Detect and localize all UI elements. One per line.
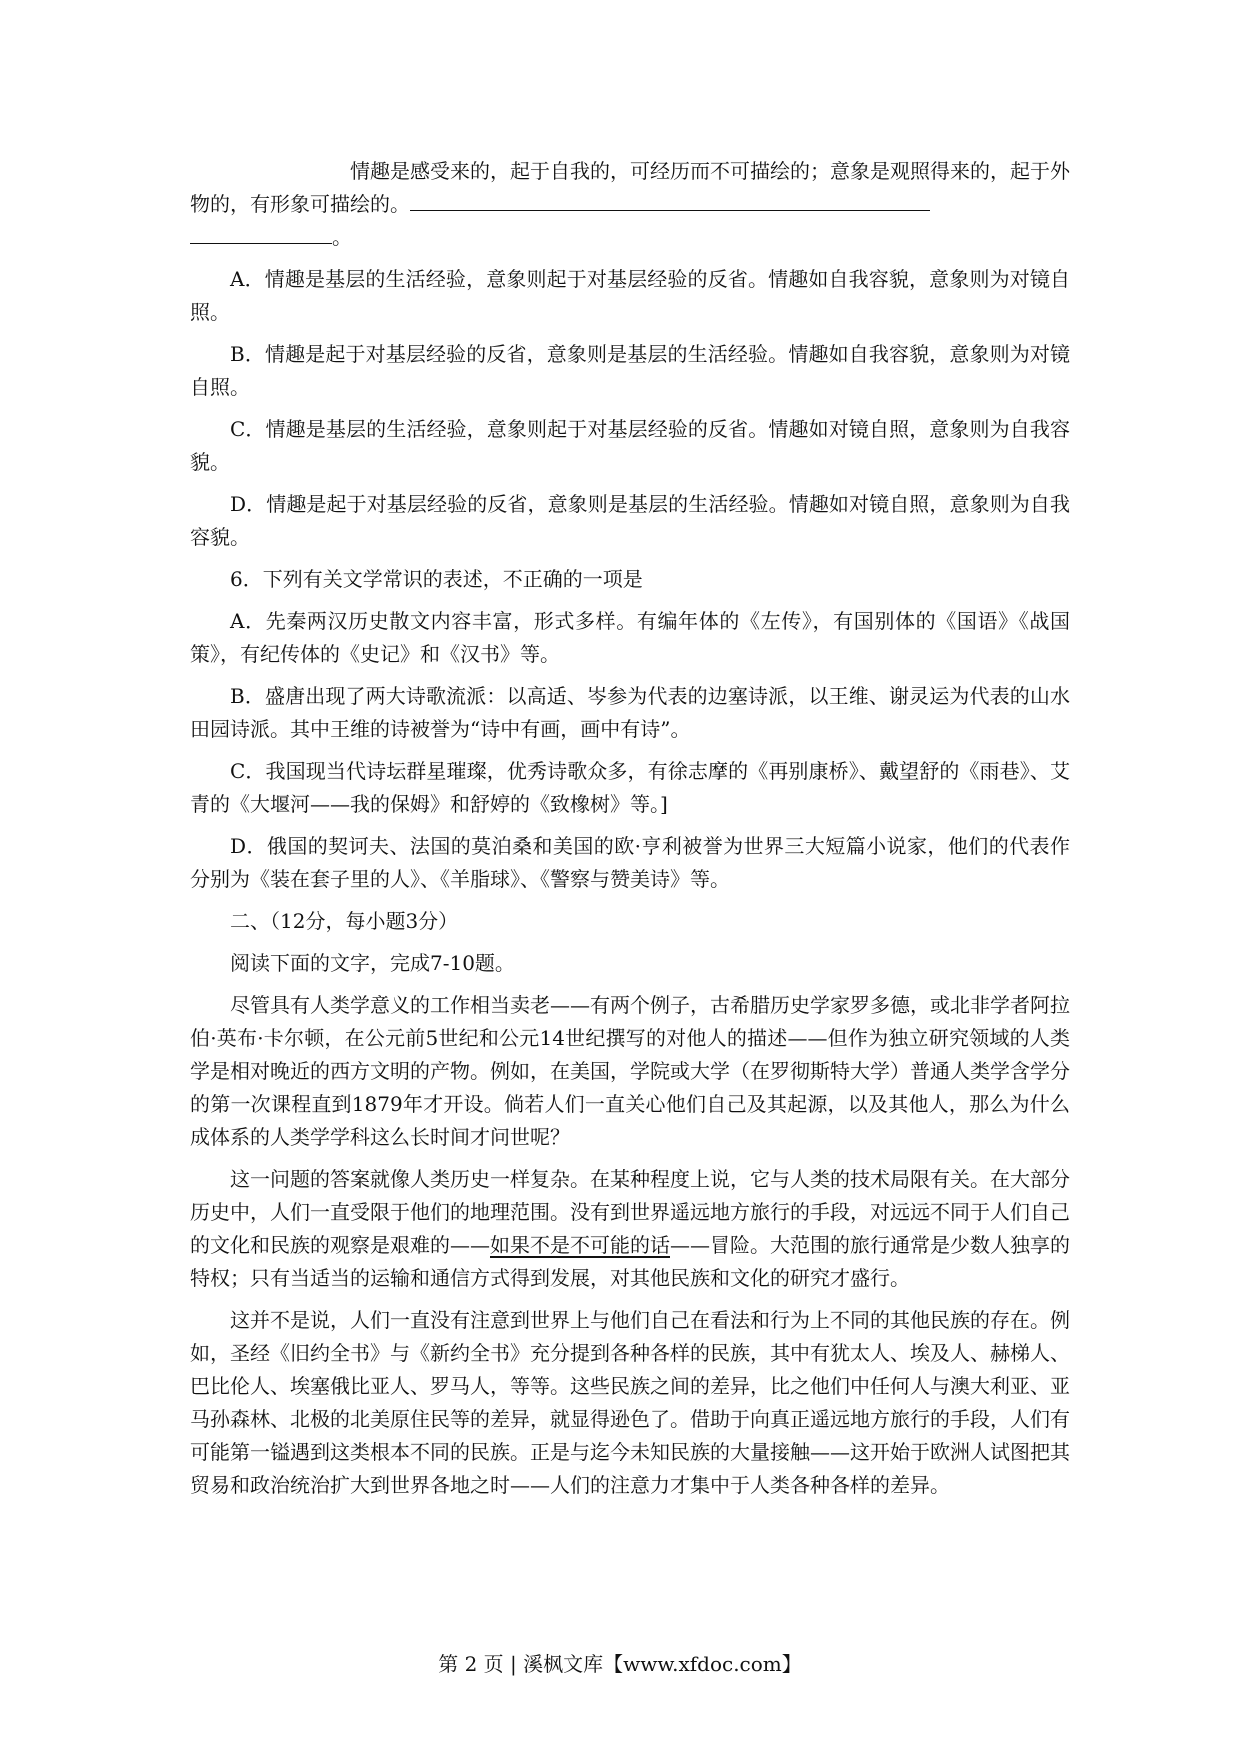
question-5-option-b: B．情趣是起于对基层经验的反省，意象则是基层的生活经验。情趣如自我容貌，意象则为对镜自照。 bbox=[190, 342, 1070, 399]
answer-blank-line bbox=[410, 188, 930, 211]
underlined-phrase: 如果不是不可能的话 bbox=[490, 1233, 670, 1257]
question-6-option-d: D．俄国的契诃夫、法国的莫泊桑和美国的欧·亨利被誉为世界三大短篇小说家，他们的代表作分别为《装在套子里的人》、《羊脂球》、《警察与赞美诗》等。 bbox=[190, 834, 1070, 891]
question-6-option-b: B．盛唐出现了两大诗歌流派：以高适、岑参为代表的边塞诗派，以王维、谢灵运为代表的山水田园诗派。其中王维的诗被誉为“诗中有画，画中有诗”。 bbox=[190, 684, 1070, 741]
document-page bbox=[190, 155, 1070, 1511]
question-5-stem-end: 。 bbox=[332, 225, 352, 249]
question-5-option-c: C．情趣是基层的生活经验，意象则起于对基层经验的反省。情趣如对镜自照，意象则为自我容貌。 bbox=[190, 417, 1070, 474]
reading-paragraph-2 bbox=[190, 1163, 1070, 1295]
question-5-stem-text: 情趣是感受来的，起于自我的，可经历而不可描绘的；意象是观照得来的，起于外物的，有形象可描绘的。 bbox=[190, 159, 1070, 216]
reading-paragraph-3: 这并不是说，人们一直没有注意到世界上与他们自己在看法和行为上不同的其他民族的存在。例如，圣经《旧约全书》与《新约全书》充分提到各种各样的民族，其中有犹太人、埃及人、赫梯人、巴比伦人、埃塞俄比亚人、罗马人，等等。这些民族之间的差异，比之他们中任何人与澳大利亚、亚马孙森林、北极的北美原住民等的差异，就显得逊色了。借助于向真正遥远地方旅行的手段，人们有可能第一镒遇到这类根本不同的民族。正是与迄今未知民族的大量接触——这开始于欧洲人试图把其贸易和政治统治扩大到世界各地之时——人们的注意力才集中于人类各种各样的差异。 bbox=[190, 1308, 1070, 1497]
question-5-option-a: A．情趣是基层的生活经验，意象则起于对基层经验的反省。情趣如自我容貌，意象则为对镜自照。 bbox=[190, 267, 1070, 324]
page-footer: 第 2 页 | 溪枫文库【www.xfdoc.com】 bbox=[438, 1652, 802, 1676]
question-6-option-c: C．我国现当代诗坛群星璀璨，优秀诗歌众多，有徐志摩的《再别康桥》、戴望舒的《雨巷》、艾青的《大堰河——我的保姆》和舒婷的《致橡树》等。] bbox=[190, 759, 1070, 816]
reading-paragraph-2-part1: 这一问题的答案就像人类历史一样复杂。在某种程度上说，它与人类的技术局限有关。在大部分历史中，人们一直受限于他们的地理范围。没有到世界遥远地方旅行的手段，对远远不同于人们自己的文化和民族的观察是艰难的—— bbox=[190, 1167, 1070, 1257]
reading-paragraph-1: 尽管具有人类学意义的工作相当卖老——有两个例子，古希腊历史学家罗多德，或北非学者阿拉伯·英布·卡尔顿，在公元前5世纪和公元14世纪撰写的对他人的描述——但作为独立研究领域的人类学是相对晚近的西方文明的产物。例如，在美国，学院或大学（在罗彻斯特大学）普通人类学含学分的第一次课程直到1879年才开设。倘若人们一直关心他们自己及其起源，以及其他人，那么为什么成体系的人类学学科这么长时间才问世呢？ bbox=[190, 993, 1070, 1149]
question-5-stem bbox=[190, 155, 1070, 254]
reading-paragraph-2-part2: ——冒险。大范围的旅行通常是少数人独享的特权；只有当适当的运输和通信方式得到发展，对其他民族和文化的研究才盛行。 bbox=[190, 1233, 1070, 1290]
section-2-instruction: 阅读下面的文字，完成7-10题。 bbox=[230, 951, 515, 975]
answer-blank-line-continued bbox=[190, 221, 332, 244]
question-5-option-d: D．情趣是起于对基层经验的反省，意象则是基层的生活经验。情趣如对镜自照，意象则为自我容貌。 bbox=[190, 492, 1070, 549]
section-2-heading: 二、（12分，每小题3分） bbox=[230, 909, 459, 933]
question-6-stem: 6．下列有关文学常识的表述，不正确的一项是 bbox=[230, 567, 643, 591]
question-6-option-a: A．先秦两汉历史散文内容丰富，形式多样。有编年体的《左传》，有国别体的《国语》《战国策》，有纪传体的《史记》和《汉书》等。 bbox=[190, 609, 1070, 666]
